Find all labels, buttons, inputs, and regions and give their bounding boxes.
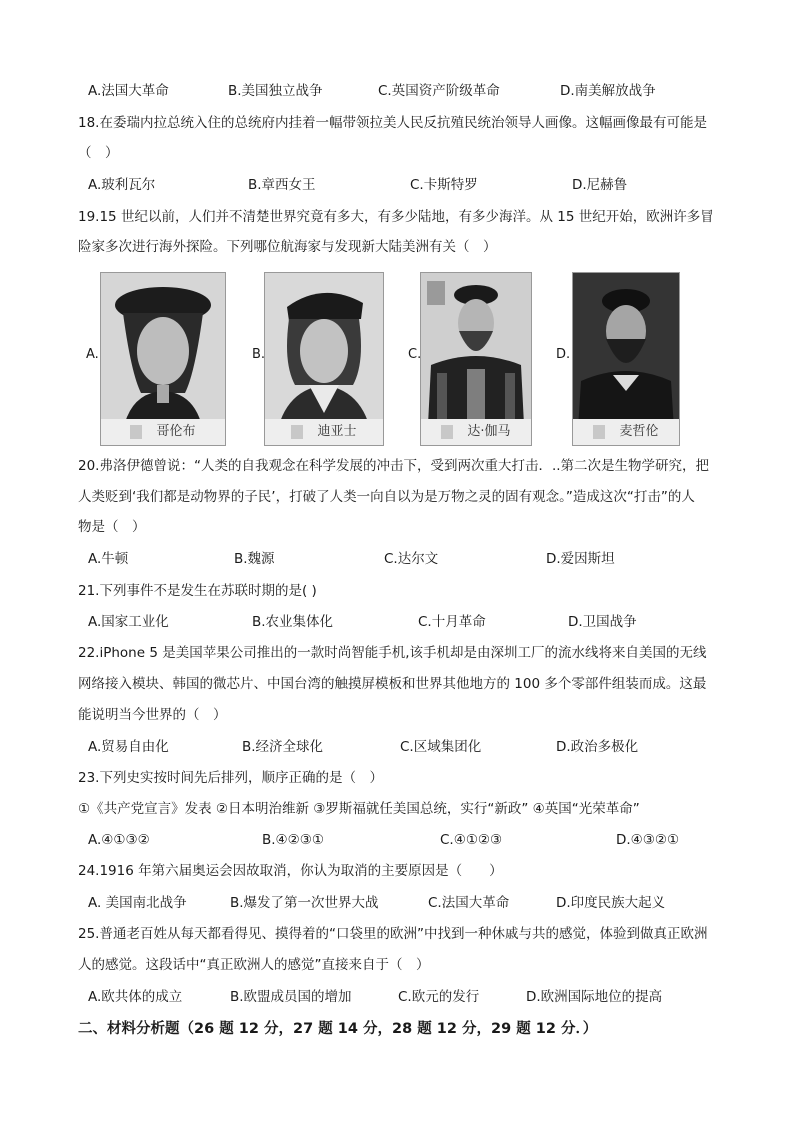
caption-magellan: 麦哲伦 [619, 424, 659, 439]
q19-stem: 19.15 世纪以前，人们并不清楚世界究竟有多大，有多少陆地，有多少海洋。从 15 世纪开始，欧洲许多冒 [78, 209, 714, 225]
q17-option-d: D.南美解放战争 [560, 83, 656, 99]
q19-option-c-label: C. [408, 347, 422, 362]
q22-stem-cont: 网络接入模块、韩国的微芯片、中国台湾的触摸屏模板和世界其他地方的 100 多个零部件组装而成。这最 [78, 676, 707, 692]
q20-option-c: C.达尔文 [384, 551, 439, 567]
q23-option-a: A.④①③② [88, 832, 150, 848]
q24-stem: 24.1916 年第六届奥运会因故取消，你认为取消的主要原因是（ ） [78, 863, 503, 879]
q20-stem-cont: 人类贬到‘我们都是动物界的子民’，打破了人类一向自以为是万物之灵的固有观念。”造成这次“打击”的人 [78, 489, 695, 505]
q20-option-a: A.牛顿 [88, 551, 129, 567]
q21-option-c: C.十月革命 [418, 614, 486, 630]
q17-option-c: C.英国资产阶级革命 [378, 83, 500, 99]
q22-option-d: D.政治多极化 [556, 739, 639, 755]
q25-option-d: D.欧洲国际地位的提高 [526, 989, 663, 1005]
q19-option-b-label: B. [252, 347, 266, 362]
q20-stem: 20.弗洛伊德曾说：“人类的自我观念在科学发展的冲击下，受到两次重大打击．..第二次是生物学研究，把 [78, 458, 710, 474]
q18-stem: 18.在委瑞内拉总统入住的总统府内挂着一幅带领拉美人民反抗殖民统治领导人画像。这幅画像最有可能是 [78, 115, 707, 131]
caption-columbus: 哥伦布 [156, 424, 196, 439]
q22-option-c: C.区域集团化 [400, 739, 482, 755]
q19-option-d-label: D. [556, 347, 571, 362]
q21-stem: 21.下列事件不是发生在苏联时期的是( ) [78, 583, 317, 599]
caption-dias: 迪亚士 [317, 424, 357, 439]
q25-option-b: B.欧盟成员国的增加 [230, 989, 352, 1005]
q20-stem-cont2: 物是（ ） [78, 519, 146, 535]
q25-option-a: A.欧共体的成立 [88, 989, 183, 1005]
q18-option-c: C.卡斯特罗 [410, 177, 478, 193]
q21-option-a: A.国家工业化 [88, 614, 169, 630]
q23-option-d: D.④③②① [616, 832, 680, 848]
portrait-magellan [572, 272, 680, 446]
q18-stem-cont: （ ） [78, 145, 119, 161]
q17-option-b: B.美国独立战争 [228, 83, 323, 99]
q24-option-d: D.印度民族大起义 [556, 895, 666, 911]
q25-option-c: C.欧元的发行 [398, 989, 480, 1005]
q21-option-b: B.农业集体化 [252, 614, 334, 630]
caption-da-gama: 达·伽马 [467, 424, 511, 439]
portrait-columbus [100, 272, 226, 446]
q23-items: ①《共产党宣言》发表 ②日本明治维新 ③罗斯福就任美国总统，实行“新政” ④英国“光荣革命” [78, 801, 640, 817]
section-2-heading: 二、材料分析题（26 题 12 分，27 题 14 分，28 题 12 分，29 题 12 分．） [78, 1021, 598, 1037]
q24-option-c: C.法国大革命 [428, 895, 510, 911]
q20-option-b: B.魏源 [234, 551, 275, 567]
q19-option-a-label: A. [86, 347, 99, 362]
q25-stem-cont: 人的感觉。这段话中“真正欧洲人的感觉”直接来自于（ ） [78, 957, 430, 973]
q22-stem: 22.iPhone 5 是美国苹果公司推出的一款时尚智能手机,该手机却是由深圳工厂的流水线将来自美国的无线 [78, 645, 707, 661]
portrait-da-gama [420, 272, 532, 446]
q22-option-b: B.经济全球化 [242, 739, 324, 755]
portrait-dias [264, 272, 384, 446]
q23-option-b: B.④②③① [262, 832, 324, 848]
q23-stem: 23.下列史实按时间先后排列，顺序正确的是（ ） [78, 770, 383, 786]
q18-option-a: A.玻利瓦尔 [88, 177, 156, 193]
q24-option-a: A. 美国南北战争 [88, 895, 187, 911]
q24-option-b: B.爆发了第一次世界大战 [230, 895, 379, 911]
q18-option-d: D.尼赫鲁 [572, 177, 628, 193]
q19-stem-cont: 险家多次进行海外探险。下列哪位航海家与发现新大陆美洲有关（ ） [78, 239, 497, 255]
q22-stem-cont2: 能说明当今世界的（ ） [78, 707, 227, 723]
q22-option-a: A.贸易自由化 [88, 739, 169, 755]
q25-stem: 25.普通老百姓从每天都看得见、摸得着的“口袋里的欧洲”中找到一种休戚与共的感觉，体验到做真正欧洲 [78, 926, 708, 942]
q21-option-d: D.卫国战争 [568, 614, 637, 630]
q18-option-b: B.章西女王 [248, 177, 316, 193]
q20-option-d: D.爱因斯坦 [546, 551, 615, 567]
q17-option-a: A.法国大革命 [88, 83, 169, 99]
q23-option-c: C.④①②③ [440, 832, 503, 848]
